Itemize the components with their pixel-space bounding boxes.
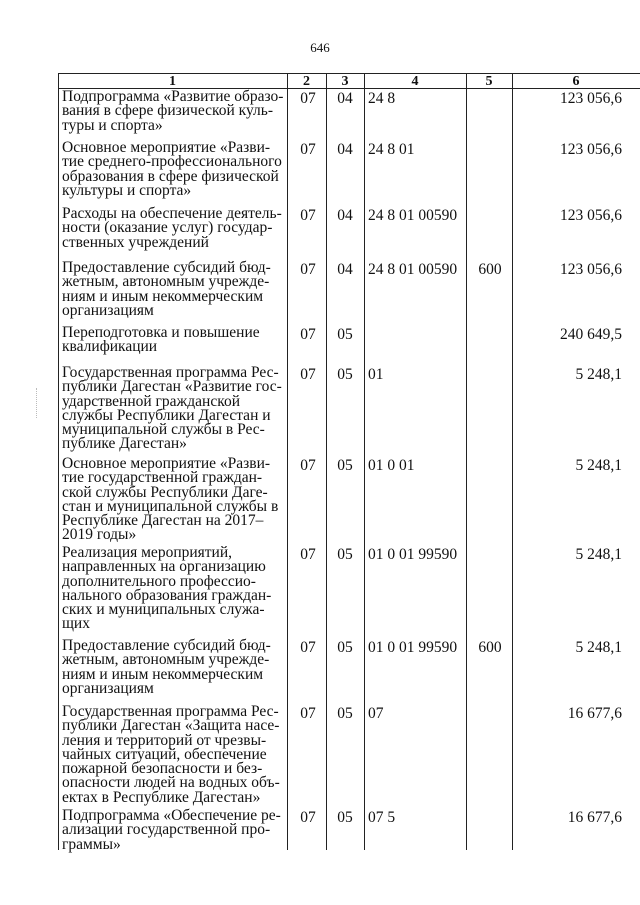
description-line: Республике Дагестан на 2017–: [62, 512, 264, 530]
description-line: Основное мероприятие «Разви-: [62, 139, 271, 156]
description-line: Расходы на обеспечение деятель-: [62, 205, 282, 222]
description-line: ности (оказание услуг) государ-: [62, 219, 273, 237]
description-line: Предоставление субсидий бюд-: [62, 637, 271, 654]
cell-c3: 04: [337, 90, 353, 107]
row-description: [62, 90, 286, 133]
description-line: ектах в Республике Дагестан»: [62, 788, 261, 806]
cell-c5: 600: [478, 261, 502, 278]
description-line: 2019 годы»: [62, 526, 137, 544]
description-line: дополнительного профессио-: [62, 572, 256, 590]
row-description: [62, 546, 286, 632]
cell-c4: 01 0 01 99590: [368, 639, 458, 656]
description-line: туры и спорта»: [62, 116, 163, 134]
description-line: Предоставление субсидий бюд-: [62, 259, 271, 276]
cell-c4: 24 8 01: [368, 141, 415, 158]
description-line: ских и муниципальных служа-: [62, 601, 265, 619]
description-line: квалификации: [62, 338, 158, 356]
cell-c2: 07: [300, 366, 316, 383]
cell-c6: 123 056,6: [560, 141, 622, 158]
description-line: Реализация мероприятий,: [62, 544, 233, 561]
column-header: 6: [572, 74, 580, 89]
description-line: Подпрограмма «Обеспечение ре-: [62, 807, 281, 824]
description-line: вания в сфере физической куль-: [62, 102, 273, 120]
cell-c3: 05: [337, 457, 353, 474]
cell-c3: 04: [337, 261, 353, 278]
description-line: Основное мероприятие «Разви-: [62, 455, 271, 472]
cell-c4: 24 8 01 00590: [368, 261, 458, 278]
description-line: публике Дагестан»: [62, 435, 187, 453]
description-line: Государственная программа Рес-: [62, 703, 279, 720]
cell-c3: 05: [337, 366, 353, 383]
description-line: ниям и иным некоммерческим: [62, 287, 264, 305]
cell-c6: 123 056,6: [560, 261, 622, 278]
description-line: организациям: [62, 301, 154, 319]
description-line: тие государственной граждан-: [62, 469, 263, 487]
cell-c4: 01: [368, 366, 384, 383]
cell-c3: 05: [337, 809, 353, 826]
row-description: [62, 326, 286, 355]
cell-c2: 07: [300, 457, 316, 474]
row-description: [62, 705, 286, 805]
description-line: ления и территорий от чрезвы-: [62, 731, 267, 749]
cell-c4: 24 8 01 00590: [368, 207, 458, 224]
description-line: направленных на организацию: [62, 558, 266, 576]
cell-c2: 07: [300, 705, 316, 722]
column-rule: [364, 73, 365, 850]
description-line: жетным, автономным учрежде-: [62, 651, 270, 669]
description-line: культуры и спорта»: [62, 181, 192, 199]
cell-c6: 5 248,1: [575, 366, 622, 383]
description-line: ударственной гражданской: [62, 392, 240, 410]
cell-c4: 07 5: [368, 809, 396, 826]
description-line: публики Дагестан «Развитие гос-: [62, 378, 282, 396]
cell-c2: 07: [300, 326, 316, 343]
cell-c6: 16 677,6: [567, 809, 622, 826]
description-line: службы Республики Дагестан и: [62, 406, 271, 424]
page-number: 646: [310, 40, 330, 55]
column-header: 4: [411, 74, 419, 89]
cell-c3: 05: [337, 546, 353, 563]
row-description: [62, 639, 286, 696]
cell-c4: 07: [368, 705, 384, 722]
cell-c2: 07: [300, 141, 316, 158]
cell-c2: 07: [300, 809, 316, 826]
column-rule: [287, 73, 288, 850]
description-line: жетным, автономным учрежде-: [62, 273, 270, 291]
description-line: нального образования граждан-: [62, 586, 272, 604]
description-line: муниципальной службы в Рес-: [62, 421, 265, 439]
row-description: [62, 207, 286, 250]
cell-c6: 16 677,6: [567, 705, 622, 722]
column-header: 3: [341, 74, 349, 89]
cell-c2: 07: [300, 639, 316, 656]
row-description: [62, 809, 286, 852]
column-header: 5: [485, 74, 493, 89]
description-line: стан и муниципальной службы в: [62, 497, 279, 515]
row-description: [62, 261, 286, 318]
description-line: организациям: [62, 679, 154, 697]
description-line: ализации государственной про-: [62, 821, 271, 839]
cell-c2: 07: [300, 261, 316, 278]
row-description: [62, 366, 286, 452]
cell-c3: 05: [337, 639, 353, 656]
cell-c2: 07: [300, 207, 316, 224]
cell-c6: 5 248,1: [575, 639, 622, 656]
cell-c6: 123 056,6: [560, 90, 622, 107]
description-line: опасности людей на водных объ-: [62, 774, 280, 792]
cell-c4: 24 8: [368, 90, 396, 107]
cell-c4: 01 0 01 99590: [368, 546, 458, 563]
cell-c6: 5 248,1: [575, 546, 622, 563]
cell-c2: 07: [300, 90, 316, 107]
cell-c4: 01 0 01: [368, 457, 415, 474]
cell-c3: 05: [337, 326, 353, 343]
cell-c6: 5 248,1: [575, 457, 622, 474]
column-rule: [58, 73, 59, 850]
cell-c5: 600: [478, 639, 502, 656]
description-line: публики Дагестан «Защита насе-: [62, 717, 280, 735]
description-line: ниям и иным некоммерческим: [62, 665, 264, 683]
description-line: Государственная программа Рес-: [62, 364, 279, 381]
description-line: щих: [62, 615, 90, 633]
cell-c3: 04: [337, 207, 353, 224]
description-line: тие среднего-профессионального: [62, 153, 282, 171]
description-line: ственных учреждений: [62, 233, 209, 251]
description-line: образования в сфере физической: [62, 167, 279, 185]
margin-mark: [36, 388, 39, 418]
cell-c3: 05: [337, 705, 353, 722]
cell-c3: 04: [337, 141, 353, 158]
description-line: ской службы Республики Даге-: [62, 483, 268, 501]
cell-c2: 07: [300, 546, 316, 563]
cell-c6: 240 649,5: [560, 326, 622, 343]
description-line: граммы»: [62, 835, 121, 853]
description-line: чайных ситуаций, обеспечение: [62, 745, 267, 763]
cell-c6: 123 056,6: [560, 207, 622, 224]
description-line: Переподготовка и повышение: [62, 324, 260, 341]
row-description: [62, 141, 286, 198]
description-line: Подпрограмма «Развитие образо-: [62, 88, 284, 105]
column-header: 1: [169, 74, 176, 89]
row-description: [62, 457, 286, 543]
column-header: 2: [303, 74, 310, 89]
description-line: пожарной безопасности и без-: [62, 760, 263, 778]
